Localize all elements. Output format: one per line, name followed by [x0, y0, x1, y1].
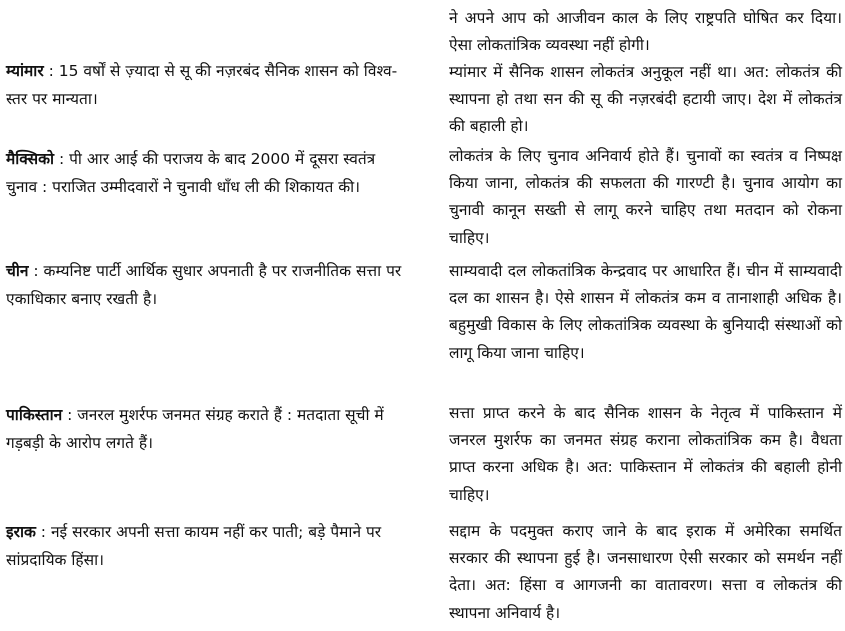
country-name: मैक्सिको: [6, 150, 55, 168]
entry-text: 15 वर्षों से ज़्यादा से सू की नज़रबंद सैनिक शासन को विश्व-स्तर पर मान्यता।: [6, 62, 398, 108]
paragraph-mexico: लोकतंत्र के लिए चुनाव अनिवार्य होते हैं। चुनावों का स्वतंत्र व निष्पक्ष किया जाना, लोकतंत्र की सफलता की गारण्टी है। चुनाव आयोग का चुनावी कानून सख्ती से लागू करने चाहिए तथा मतदान को रोकना चाहिए।: [449, 147, 842, 247]
country-name: पाकिस्तान: [6, 406, 63, 424]
separator: :: [43, 62, 59, 80]
entry-iraq: [6, 519, 406, 574]
entry-mexico: [6, 146, 406, 201]
entry-china: [6, 258, 406, 313]
paragraph-intro: ने अपने आप को आजीवन काल के लिए राष्ट्रपति घोषित कर दिया। ऐसा लोकतांत्रिक व्यवस्था नहीं होगी।: [449, 9, 842, 55]
paragraph-iraq: सद्दाम के पदमुक्त कराए जाने के बाद इराक में अमेरिका समर्थित सरकार की स्थापना हुई है। जनसाधारण ऐसी सरकार को समर्थन नहीं देता। अत: हिंसा व आगजनी का वातावरण। सत्ता व लोकतंत्र की स्थापना अनिवार्य है।: [449, 522, 842, 622]
entry-text: कम्यनिष्ट पार्टी आर्थिक सुधार अपनाती है पर राजनीतिक सत्ता पर एकाधिकार बनाए रखती है।: [6, 262, 402, 308]
country-name: म्यांमार: [6, 62, 44, 80]
paragraph-myanmar: म्यांमार में सैनिक शासन लोकतंत्र अनुकूल नहीं था। अत: लोकतंत्र की स्थापना हो तथा सन की सू की नज़रबंदी हटायी जाए। देश में लोकतंत्र की बहाली हो।: [449, 63, 842, 136]
entry-text: जनरल मुशर्रफ जनमत संग्रह कराते हैं : मतदाता सूची में गड़बड़ी के आरोप लगते हैं।: [6, 406, 384, 452]
entry-pakistan: [6, 402, 406, 457]
separator: :: [28, 262, 44, 280]
separator: :: [35, 523, 51, 541]
country-name: इराक: [6, 523, 36, 541]
paragraph-china: साम्यवादी दल लोकतांत्रिक केन्द्रवाद पर आधारित हैं। चीन में साम्यवादी दल का शासन है। ऐसे शासन में लोकतंत्र कम व तानाशाही अधिक है। बहुमुखी विकास के लिए लोकतांत्रिक व्यवस्था के बुनियादी संस्थाओं को लागू किया जाना चाहिए।: [449, 262, 842, 362]
separator: :: [54, 150, 70, 168]
separator: :: [62, 406, 78, 424]
entry-myanmar: [6, 58, 406, 113]
paragraph-pakistan: सत्ता प्राप्त करने के बाद सैनिक शासन के नेतृत्व में पाकिस्तान में जनरल मुशर्रफ का जनमत संग्रह कराना लोकतांत्रिक कम है। वैधता प्राप्त करना अधिक है। अत: पाकिस्तान में लोकतंत्र की बहाली होनी चाहिए।: [449, 404, 842, 504]
entry-text: पी आर आई की पराजय के बाद 2000 में दूसरा स्वतंत्र चुनाव : पराजित उम्मीदवारों ने चुनावी धाँध ली की शिकायत की।: [6, 150, 376, 196]
entry-text: नई सरकार अपनी सत्ता कायम नहीं कर पाती; बड़े पैमाने पर सांप्रदायिक हिंसा।: [6, 523, 382, 569]
country-name: चीन: [6, 262, 29, 280]
